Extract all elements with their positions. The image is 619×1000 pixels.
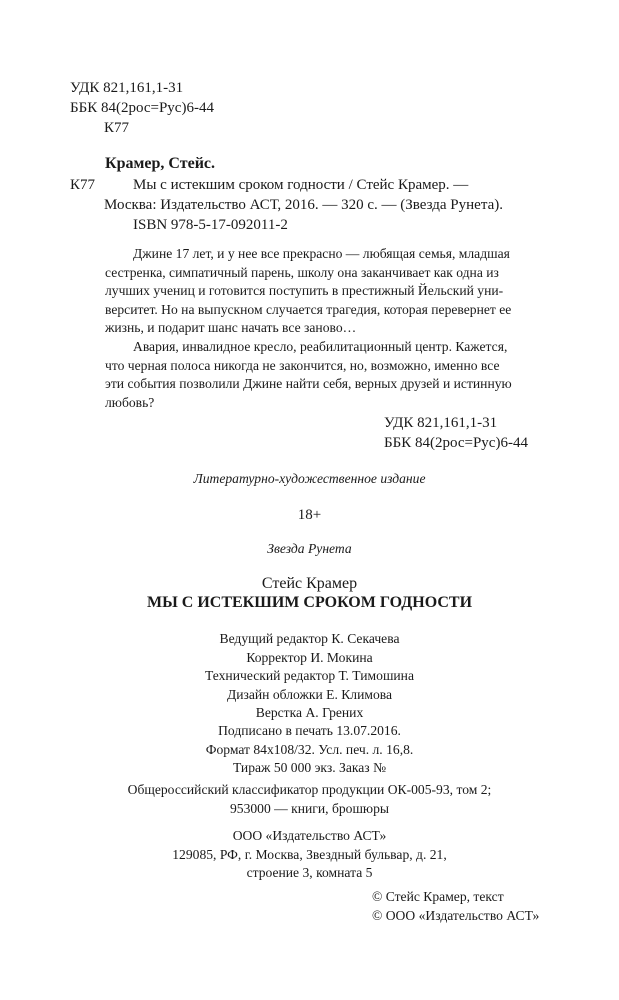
annotation-p1-l3: лучших учениц и готовится поступить в престижный Йельский уни- (105, 283, 504, 298)
author-heading: Крамер, Стейс. (105, 155, 216, 172)
annotation-p2-l1: Авария, инвалидное кресло, реабилитационный центр. Кажется, (133, 339, 508, 354)
copyright-block (372, 888, 539, 925)
annotation-p2-l4: любовь? (105, 395, 155, 410)
bbk-top: ББК 84(2рос=Рус)6-44 (70, 100, 214, 116)
annotation-p2-l3: эти события позволили Джине найти себя, верных друзей и истинную (105, 376, 512, 391)
book-title: МЫ С ИСТЕКШИМ СРОКОМ ГОДНОСТИ (146, 594, 473, 611)
publisher-line: 129085, РФ, г. Москва, Звездный бульвар, д. 21, (172, 846, 447, 862)
classifier-block (0, 781, 619, 818)
credit-line: Верстка А. Грених (255, 705, 364, 721)
book-description-publication: Москва: Издательство АСТ, 2016. — 320 с. — (Звезда Рунета). (104, 197, 503, 213)
annotation-p1-l1: Джине 17 лет, и у нее все прекрасно — любящая семья, младшая (133, 246, 510, 261)
copyright-line: © Стейс Крамер, текст (372, 889, 504, 904)
print-info-block (0, 722, 619, 778)
credits-block (0, 630, 619, 723)
publisher-line: строение 3, комната 5 (246, 865, 373, 881)
print-info-line: Формат 84х108/32. Усл. печ. л. 16,8. (205, 741, 414, 757)
book-description-title: Мы с истекшим сроком годности / Стейс Крамер. — (133, 177, 469, 193)
isbn: ISBN 978-5-17-092011-2 (133, 217, 288, 233)
publisher-line: ООО «Издательство АСТ» (232, 828, 387, 843)
credit-line: Ведущий редактор К. Секачева (219, 631, 400, 646)
credit-line: Технический редактор Т. Тимошина (205, 668, 414, 684)
annotation-p1-l4: верситет. Но на выпускном случается трагедия, которая перевернет ее (105, 302, 512, 317)
author-name: Стейс Крамер (261, 575, 358, 592)
classifier-line: 953000 — книги, брошюры (229, 800, 390, 816)
author-mark-top: К77 (104, 120, 130, 136)
edition-type: Литературно-художественное издание (193, 471, 426, 486)
age-rating: 18+ (297, 507, 322, 523)
credit-line: Дизайн обложки Е. Климова (226, 686, 393, 702)
annotation-p1-l5: жизнь, и подарит шанс начать все заново… (105, 320, 357, 335)
annotation-p2-l2: что черная полоса никогда не закончится, но, возможно, именно все (105, 358, 500, 373)
series-name: Звезда Рунета (267, 541, 352, 556)
author-mark: К77 (70, 177, 96, 193)
annotation-p1-l2: сестренка, симпатичный парень, школу она заканчивает как одна из (105, 265, 499, 280)
print-info-line: Тираж 50 000 экз. Заказ № (232, 760, 387, 776)
udk-top: УДК 821,161,1-31 (70, 80, 184, 96)
credit-line: Корректор И. Мокина (246, 649, 373, 665)
print-info-line: Подписано в печать 13.07.2016. (218, 723, 401, 738)
classifier-line: Общероссийский классификатор продукции ОК-005-93, том 2; (127, 782, 492, 797)
publisher-block (0, 827, 619, 883)
copyright-line: © ООО «Издательство АСТ» (372, 907, 540, 923)
bbk-bottom: ББК 84(2рос=Рус)6-44 (384, 435, 528, 451)
udk-bottom: УДК 821,161,1-31 (384, 415, 498, 431)
